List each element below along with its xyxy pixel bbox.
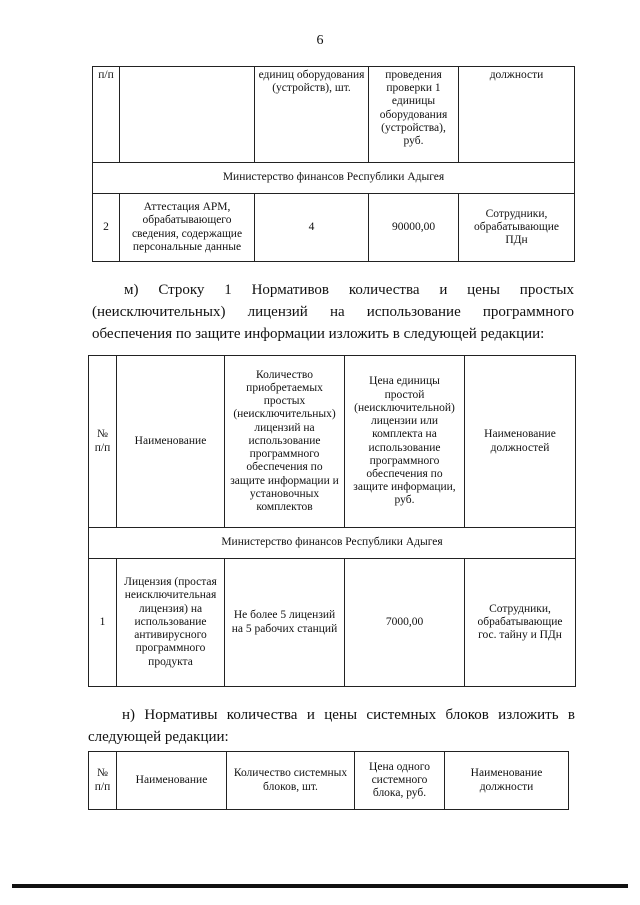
paragraph-line: обеспечения по защите информации изложить в следующей редакции:	[92, 326, 545, 342]
header-cell: должности	[459, 67, 575, 163]
cell-number: 2	[93, 194, 120, 262]
header-cell: Наименование должностей	[465, 356, 576, 528]
table-header-row	[89, 356, 576, 528]
header-cell: Наименование	[117, 752, 227, 810]
header-cell: Количество приобретаемых простых (неисключительных) лицензий на использование программного обеспечения по защите информации и установочных комплектов	[225, 356, 345, 528]
cell-number: 1	[89, 559, 117, 687]
header-cell: № п/п	[89, 356, 117, 528]
table-header-row	[93, 67, 575, 163]
cell-name: Лицензия (простая неисключительная лицензия) на использование антивирусного программного продукта	[117, 559, 225, 687]
ministry-label: Министерство финансов Республики Адыгея	[89, 528, 576, 559]
cell-name: Аттестация АРМ, обрабатывающего сведения, содержащие персональные данные	[120, 194, 255, 262]
paragraph-n	[88, 704, 575, 748]
header-cell: проведения проверки 1 единицы оборудования (устройства), руб.	[369, 67, 459, 163]
header-cell: Цена одного системного блока, руб.	[355, 752, 445, 810]
table-row	[93, 194, 575, 262]
header-cell: Количество системных блоков, шт.	[227, 752, 355, 810]
ministry-label: Министерство финансов Республики Адыгея	[93, 163, 575, 194]
header-cell: п/п	[93, 67, 120, 163]
scan-edge-bar	[12, 884, 628, 888]
section-row	[89, 528, 576, 559]
paragraph-line: (неисключительных) лицензий на использование программного	[92, 304, 574, 320]
page-number: 6	[316, 33, 324, 48]
section-row	[93, 163, 575, 194]
cell-position: Сотрудники, обрабатывающие ПДн	[459, 194, 575, 262]
cell-price: 90000,00	[369, 194, 459, 262]
header-cell: единиц оборудования (устройств), шт.	[255, 67, 369, 163]
table-row	[89, 559, 576, 687]
header-cell: № п/п	[89, 752, 117, 810]
cell-quantity: 4	[255, 194, 369, 262]
table-audit	[92, 66, 575, 262]
paragraph-m	[92, 279, 574, 345]
cell-quantity: Не более 5 лицензий на 5 рабочих станций	[225, 559, 345, 687]
header-cell	[120, 67, 255, 163]
header-cell: Наименование должности	[445, 752, 569, 810]
header-cell: Цена единицы простой (неисключительной) лицензии или комплекта на использование программного обеспечения по защите информации, руб.	[345, 356, 465, 528]
table-system-units	[88, 751, 569, 810]
paragraph-line: следующей редакции:	[88, 729, 229, 745]
header-cell: Наименование	[117, 356, 225, 528]
paragraph-line: н) Нормативы количества и цены системных блоков изложить в	[122, 707, 575, 723]
cell-position: Сотрудники, обрабатывающие гос. тайну и ПДн	[465, 559, 576, 687]
cell-price: 7000,00	[345, 559, 465, 687]
table-licenses	[88, 355, 576, 687]
paragraph-line: м) Строку 1 Нормативов количества и цены простых	[124, 282, 574, 298]
table-header-row	[89, 752, 569, 810]
